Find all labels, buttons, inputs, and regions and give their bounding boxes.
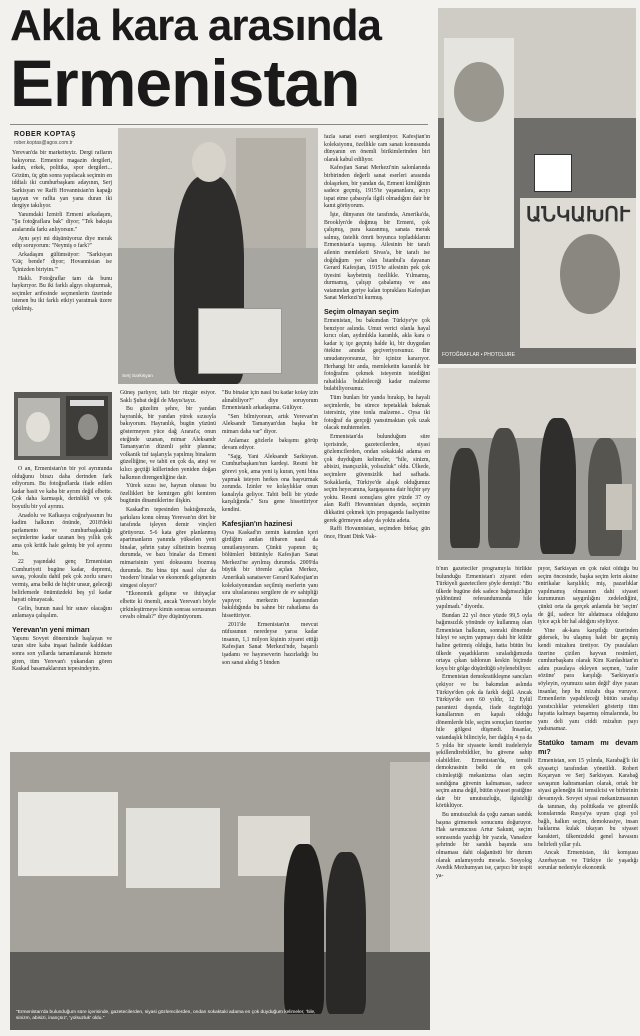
column-2a xyxy=(120,390,216,748)
paragraph: Tüm bunları bir yanda bırakıp, bu hayali seçimlerde, bu sürece tepetaklak bakmak istersiniz, yine tonla malzeme... Oysa iki fotoğraf da gerçeği yansıtmaktan çok uzak olacak muhtemelen. xyxy=(324,395,430,432)
polling-station-photo xyxy=(438,368,636,560)
column-2b xyxy=(222,390,318,748)
poster-right xyxy=(520,198,636,348)
poster-left xyxy=(444,38,514,248)
face xyxy=(192,142,226,182)
photo-credit: FOTOĞRAFLAR • PHOTOLURE xyxy=(442,352,515,358)
paragraph: "Ekonomik gelişme ve ihtiyaçlar elbette ki önemli, ancak Yerevan'ı böyle çirkinleştirmeye kimin sonrası sorusunun cevabı olmalı?" diye düşünüyorum. xyxy=(120,591,216,621)
subheading: Seçim olmayan seçim xyxy=(324,307,399,317)
person-walking xyxy=(326,852,366,1014)
sarkisyan-voting-photo xyxy=(118,128,318,384)
paragraph: Ancak Ermenistan, iki komşusu Azerbaycan ve Türkiye ile yaşadığı sorunlar nedeniyle ekonomik xyxy=(538,850,638,872)
paragraph: Aynı şeyi mi düşünüyoruz diye merak edip soruyorum: "Neymiş o fark?" xyxy=(12,235,112,250)
campaign-posters-photo xyxy=(438,8,636,364)
paragraph: Anlamaz gözlerle bakışımı görüp devam ediyor. xyxy=(222,437,318,452)
magazine-cover-right xyxy=(66,396,108,456)
paragraph: Ermenistan'da bulunduğum süre içerisinde, gazetecilerden, siyasi gözlemcilerden, ondan sokaktaki adama en çok duyduğum kelimeler, "hile, sinizm, abisizi, inançsızlık, yolsuzluk" oldu. Ülkede, seçimlere güvensizlik had safhada. Sokaklarda, Türkiye'de alışık olduğumuz seçim heyecanına, kargaşasına dair hiçbir şey yoktu. Resmi sonuçlara göre yüzde 37 oy alan Raffi Hovannisian dışında, seçimin dikkatini çekmek için propaganda faaliyetine gerek görmeyen aday da yoktu adeta. xyxy=(324,433,430,524)
column-1-lower xyxy=(12,466,112,758)
paragraph: pıyor, Sarkisyan en çok rakıt olduğu bu seçim öncesinde, başka seçim lerin aksine entrikalar karşılıklı; miş, pazarlıklar yapılmamış olmasının dahi siyaset kurumunun saygınlığını zedelediğini, çünkü orta da gerçek anlamda bir 'seçim' de ğil, sadece bir aldatmaca olduğunu iyice açık bir hal aldığını söylüyor. xyxy=(538,566,638,626)
subheading: Yerevan'ın yeni mimarı xyxy=(12,624,90,634)
column-pillar xyxy=(390,762,430,952)
paragraph: Bu güzelim şehre, bir yandan hayranlık, bir yandan yürek sızısıyla bakıyorum. Hayranlık, bugün yüzünü göstermeyen yüce dağ Ararat'a; onun eteğinde uzanan, mimar Aleksandr Tamanyan'ın düzenli şehir planına; volkanik tuf taşlarıyla yapılmış binaların güzelliğine, ve tabii en çok da, ateşi ve kılıcı geçtiği küllerinden yeniden doğan halkımın direngenliğine dair. xyxy=(120,406,216,481)
paragraph: Yerevan'da bir marketteyiz. Dergi rafların bakıyoruz. Ermenice magazin dergileri, kadın, erkek, politika, spor dergileri... Gözüm, üç gün sonra yapılacak seçimin en iddialı iki cumhurbaşkanı adayının, Serj Sarkisyan ve Raffi Hovannisian'ın kapağı taşıyan ve raflta yan yana duran iki dergiye takılıyor. xyxy=(12,150,112,210)
magazine-covers-photo xyxy=(14,392,112,460)
ballot-box xyxy=(198,308,282,374)
paragraph: "Sajg. Yani Aleksandr Sarkisyan. Cumhurbaşkanı'nın kardeşi. Resmi bir görevi yok, ama yeni iş kuran, yeni bina yapmak isteyen herkes ona başvurmak zorunda. İzinler ve kolaylıklar onun kanalıyla geliyor. Tabii belli bir yüzde karşılığında." Sıra gene hissettiriyor kendini. xyxy=(222,453,318,513)
subheading: Statüko tamam mı devam mı? xyxy=(538,738,638,757)
paragraph: Yine ak-kara karşıtlığı üzerinden gidersek, bu ulaşmış halet bir geçmiş kendi mizahını üretiyor. Oy pusulaları üzerine çizilen hayvan resimleri, cumhurbaşkanı olarak Kim Kardashian'ın adını pusulaya ekleyen seçmen, 'zafer sözüne' para karşılığı 'Sarkisyan'a söyleyin, oyumuzu satın değil' diye yazan insanlar, hep bu mizahı dışa vuruyor. Ermenilerin yapabileceği bütün sıradışı yaratıcılıklar yetenekleri gösterip tüm hayatta kalmayı başarmış olmalarında, bu yanı deli yanı ciddi mizahın payı yadsınamaz. xyxy=(538,627,638,733)
author-byline: ROBER KOPTAŞ xyxy=(14,131,76,138)
paragraph: fı'nın gazeteciler programıyla birlikte bulunduğu Ermenistan'ı ziyaret eden Türkiyeli gazetecilere şöyle demişti: "Bu ülkede bugüne dek sadece bağımsızlığın yıldönümü referandumunda hile yapılmadı." diyordu. xyxy=(436,566,532,610)
paragraph: Bu umutsuzluk da çoğu zaman sandık başına girmemek sonucunu doğuruyor. Hak savunucusu Artur Sakunt, seçim sonrasında yazdığı bir yazıda, Vanadzor şehrinde bir sandık başında sıra olmaması dahi olağanüstü bir durum olarak anlamıyordu mesela. Sosyolog Avedik Mezhumyan ise, çarpıcı bir tespit ya- xyxy=(436,812,532,879)
paragraph: Arkadaşım gülümsüyor: "Sarkisyan 'Güç bende!' diyor; Hovannisian ise 'İçinizden biriyim.'" xyxy=(12,251,112,273)
paragraph: İşte, dünyanın öte tarafında, Amerika'da, Brooklyn'de doğmuş bir Ermeni, çok çalışmış, para kazanmış, sanata merak salmış, üstelik ömrü boyunca topladıklarını Ermenistan'a taşımış. Ailesinin bir tarafı ailenin memleketi Sivas'a, bir tarafı ise doğduğum yer olan İstanbul'a dayanan Gerard Kafesjian, 1915'te ailesinin pek çok üyesini kaybetmiş özellikle. Yılmamış, durmamış, çalışıp çabalamış ve ana vatanından geriye kalan topraklara Kafesjian Sanat Merkezi'ni kurmuş. xyxy=(324,211,430,302)
exhibition-panel xyxy=(18,792,118,876)
face xyxy=(26,412,50,442)
person-voter xyxy=(488,428,520,548)
paragraph: Raffi Hovannisian, seçimden birkaç gün önce, Hrant Dink Vak- xyxy=(324,526,430,540)
headline-rule xyxy=(10,124,428,125)
paragraph: Güneş parlıyor, tatlı bir rüzgâr esiyor. Saklı Şubat değil de Mayıs'tayız. xyxy=(120,390,216,404)
face xyxy=(454,62,504,122)
magazine-cover-left xyxy=(18,398,60,456)
qr-code-icon xyxy=(534,154,572,192)
painting xyxy=(236,138,306,248)
column-1-upper xyxy=(12,150,112,388)
person-walking xyxy=(284,844,324,1014)
paragraph: Ermenistan, bu bakımdan Türkiye'ye çok benziyor aslında. Umut verici olanla hayal kırıcı olan, aydınlıkla karanlık, akla kara o kadar iç içe geçmiş halde ki, bir duygudan ötekine anında geçiveriyorsunuz. Bir umudanıyorsunuz, bir içinize kararıyor. Herhangi bir anda, memleketin karanlık bir fotoğrafını çekmek isteyenin istediğini rahatlıkla bulabileceği kadar malzeme bulabiliyorsunuz. xyxy=(324,318,430,393)
column-5 xyxy=(538,566,638,1036)
paragraph: Kaskad'ın tepesinden baktığımızda, şarkılara konu olmuş Yerevan'ın dört bir tarafında işleyen demir vinçleri görüyoruz. 5-6 kata göre planlanmış apartmanların yanında yükselen yeni binalar, şehrin yatay silüetinin bozmuş durumda, ve bazı binalar da Ermeni mimarisinin yeni dokusunu bozmuş durumda. Bu bina tipi nasıl olur da 'modern' binalar ve ekonomik gelişmenin simgesi oluyor? xyxy=(120,506,216,589)
poster-text: ԱՆԿԱԽՈՒ xyxy=(526,204,630,226)
face xyxy=(78,414,98,440)
window-light xyxy=(438,368,636,438)
paragraph: Bundan 22 yıl önce yüzde 99,5 oyla bağımsızlık yönünde oy kullanmış olan Ermenistan halkının, sonraki dönemde hileyi ve seçim yapmayı dahi bir kültür haline getirmiş olduğu, hatta bütün bu ülkede yaşadıklarını sıraladığımızda ortaya çıkan tablonun keskin biçimde koyu bir gölge düşürdüğü söylenebiliyor. xyxy=(436,612,532,672)
paragraph: Yürek sızısı ise, hayran olunası bu özellikleri bir kemirgen gibi kemiren bugünün dinamiklerine ilişkin. xyxy=(120,483,216,505)
headline-line-2: Ermenistan xyxy=(10,46,360,120)
face xyxy=(560,234,620,314)
child xyxy=(606,484,632,530)
subheading: Kafesjian'ın hazinesi xyxy=(222,518,293,528)
paragraph: O an, Ermenistan'ın bir yol ayrımında olduğunu birazı daha derinden fark ediyorum. Bu fotoğraflarda ifade edilen kadar basit ve kaba bir ayrım değil elbette. Çok daha karmaşık, derinlikli ve çok boyutlu bir yol ayrımı. xyxy=(12,466,112,510)
paragraph: Kafesjian Sanat Merkezi'nin salonlarında birbirinden değerli sanat eserleri arasında dolaşırken, bir yandan da, Ermeni kimliğinin sadece geçmiş, 1915'te yaşananlara, acıyı ispat etme çabasıyla ilgili olmadığını dair bir kanıt görüyorum. xyxy=(324,165,430,210)
column-4 xyxy=(436,566,532,1036)
photo-caption: "Ermenistan'da bulunduğum süre içerisinde, gazetecilerden, siyasi gözlemcilerden, ondan sokaktaki adama en çok duyduğum kelimeler, 'hile, sinizm, abisizi, inançsız', 'yolsuzluk' oldu." xyxy=(16,1010,316,1021)
paragraph: 22 yaşındaki genç Ermenistan Cumhuriyeti bugüne kadar, depremi, savaş, yoksulu dahil pek çok zorlu sınavı vermiş, ama belki de hiçbir unsur, geleceği belirlemede önümüzdeki beş yıl kadar hayati olmayacak. xyxy=(12,559,112,604)
paragraph: Ermenistan, son 15 yılında, Karabağ'lı iki siyasetçi tarafından yönetildi. Robert Koçaryan ve Serj Sarkisyan. Karabağ savaşının kahramanları olarak, ortak bir siyasi geleneğin iki temsilcisi ve birbirinin devamıydı. Sovyet siyasi mekanizmasının da tanınan, dış politikada ve güvenlik konularında Rusya'ya uyum çizgi yol bağlı, halkın seçim, demokrasiye, insan haklarına kulak tıkayan bu siyaset karakteri, ülkemizdeki genel havasını belirledi yıllar yılı. xyxy=(538,758,638,848)
column-3 xyxy=(324,134,430,750)
paragraph: Yanımdaki İzmirli Ermeni arkadaşım, "Şu fotoğraflara bak" diyor; "Tek bakışta aralarında farkı anlıyorsun." xyxy=(12,211,112,233)
person-voter xyxy=(450,448,480,548)
paragraph: Yapımı Sovyet döneminde başlayan ve uzun süre kaba inşaat halinde kaldıktan sonra son yıllarda tamamlanarak hizmete giren, tüm Yerevan'ı yukarıdan gören Kaskad basamaklarının tepesindeyim. xyxy=(12,635,112,673)
street-photo xyxy=(10,752,430,1030)
person-voter xyxy=(540,418,576,554)
paragraph: fazla sanat eseri sergileniyor. Kafesjian'ın koleksiyonu, özellikle cam sanatı konusunda dünyanın en önemli birikimlerinden biri olarak kabul ediliyor. xyxy=(324,134,430,163)
paragraph: "Bu binalar için nasıl bu kadar kolay izin alınabiliyor?" diye soruyorum Ermenistanlı arkadaşıma. Gülüyor. xyxy=(222,390,318,412)
exhibition-panel xyxy=(126,808,220,888)
paragraph: Gelin, bunun nasıl bir sınav olacağını anlamaya çalışalım. xyxy=(12,605,112,620)
author-email: rober.koptas@agos.com.tr xyxy=(14,140,73,146)
magazine-masthead xyxy=(70,400,104,406)
paragraph: Haklı. Fotoğraflar tam da bunu haykırıyor. Bu iki farklı algıyı oluşturmak, seçimler arifesinde seçmenlerin üzerinde istenen bu iki farklı etkiyi yaratmak üzere çekilmiş. xyxy=(12,275,112,312)
paragraph: 2011'de Ermenistan'ın mevcut nüfusunun neredeyse yarısı kadar insanın, 1,1 milyon kişinin ziyaret ettiği Kafesjian Sanat Merkezi'nde, başarılı işadamı ve hayırseverin hazırladığı bu son sanat alıdıg 5 binden xyxy=(222,621,318,666)
paragraph: Oysa Kaskad'ın zemin katından içeri girdiğim andan itibaren nasıl da umutlanıyorum. Çünkü yapının üç bölümleri bütünüyle Kafesjian Sanat Merkezi'ne ayrılmış durumda. 2009'da büyük bir törenle açılan Merkez, Amerikalı sanatsever Gerard Kafesjian'ın koleksiyonundan seçilmiş eserlerin yanı sıra uluslararası sergilere de ev sahipliği yapıyor; merkezin kapısından bakıldığında bu sahne bir rahatlama da hissettiriyor. xyxy=(222,529,318,620)
headline-line-1: Akla kara arasında xyxy=(10,1,381,50)
paragraph: Anadolu ve Kafkasya coğrafyasının bu kadim halkının önünde, 2018'deki parlamento ve cumhurbaşkanlığı seçimlerine kadar uzanan beş yıllık çok ama çok kritik hale gelmiş bir yol ayrımı bu. xyxy=(12,512,112,557)
photo-caption: Serj Sarkisyan xyxy=(122,374,153,379)
paragraph: Ermenistan demokratikleşme sancıları çekiyor ve bu bakımdan aslında Türkiye'den çok da farklı değil. Ancak Türkiye'de son 60 yıldır, 12 Eylül parantezi dışında, ifade özgürlüğü kanallarının en kapalı olduğu dönemlerde bile, seçim sonuçları üzerine hile gölgesi düşmedi. İnsanlar, vatandaşlık bilinciyle, her dağılış 4 ya da 5 yılda bir siyasete kendi iradeleriyle şekillendirebildiler, bu güvene sahip olabildiler. Ermenistan'da, temsili demokrasinin belki de en çok cisimleştiği mekanizma olan seçim sandığına güvenin kalmaması, sadece seçim anına değil, bütün siyaset pratiğine dair bir umutsuzluğu, ilgisizliği körüklüyor. xyxy=(436,674,532,810)
paragraph: "Sen bilmiyorsun, artık Yerevan'ın Aleksandr Tamanyan'dan başka bir mimarı daha var" diyor. xyxy=(222,413,318,435)
